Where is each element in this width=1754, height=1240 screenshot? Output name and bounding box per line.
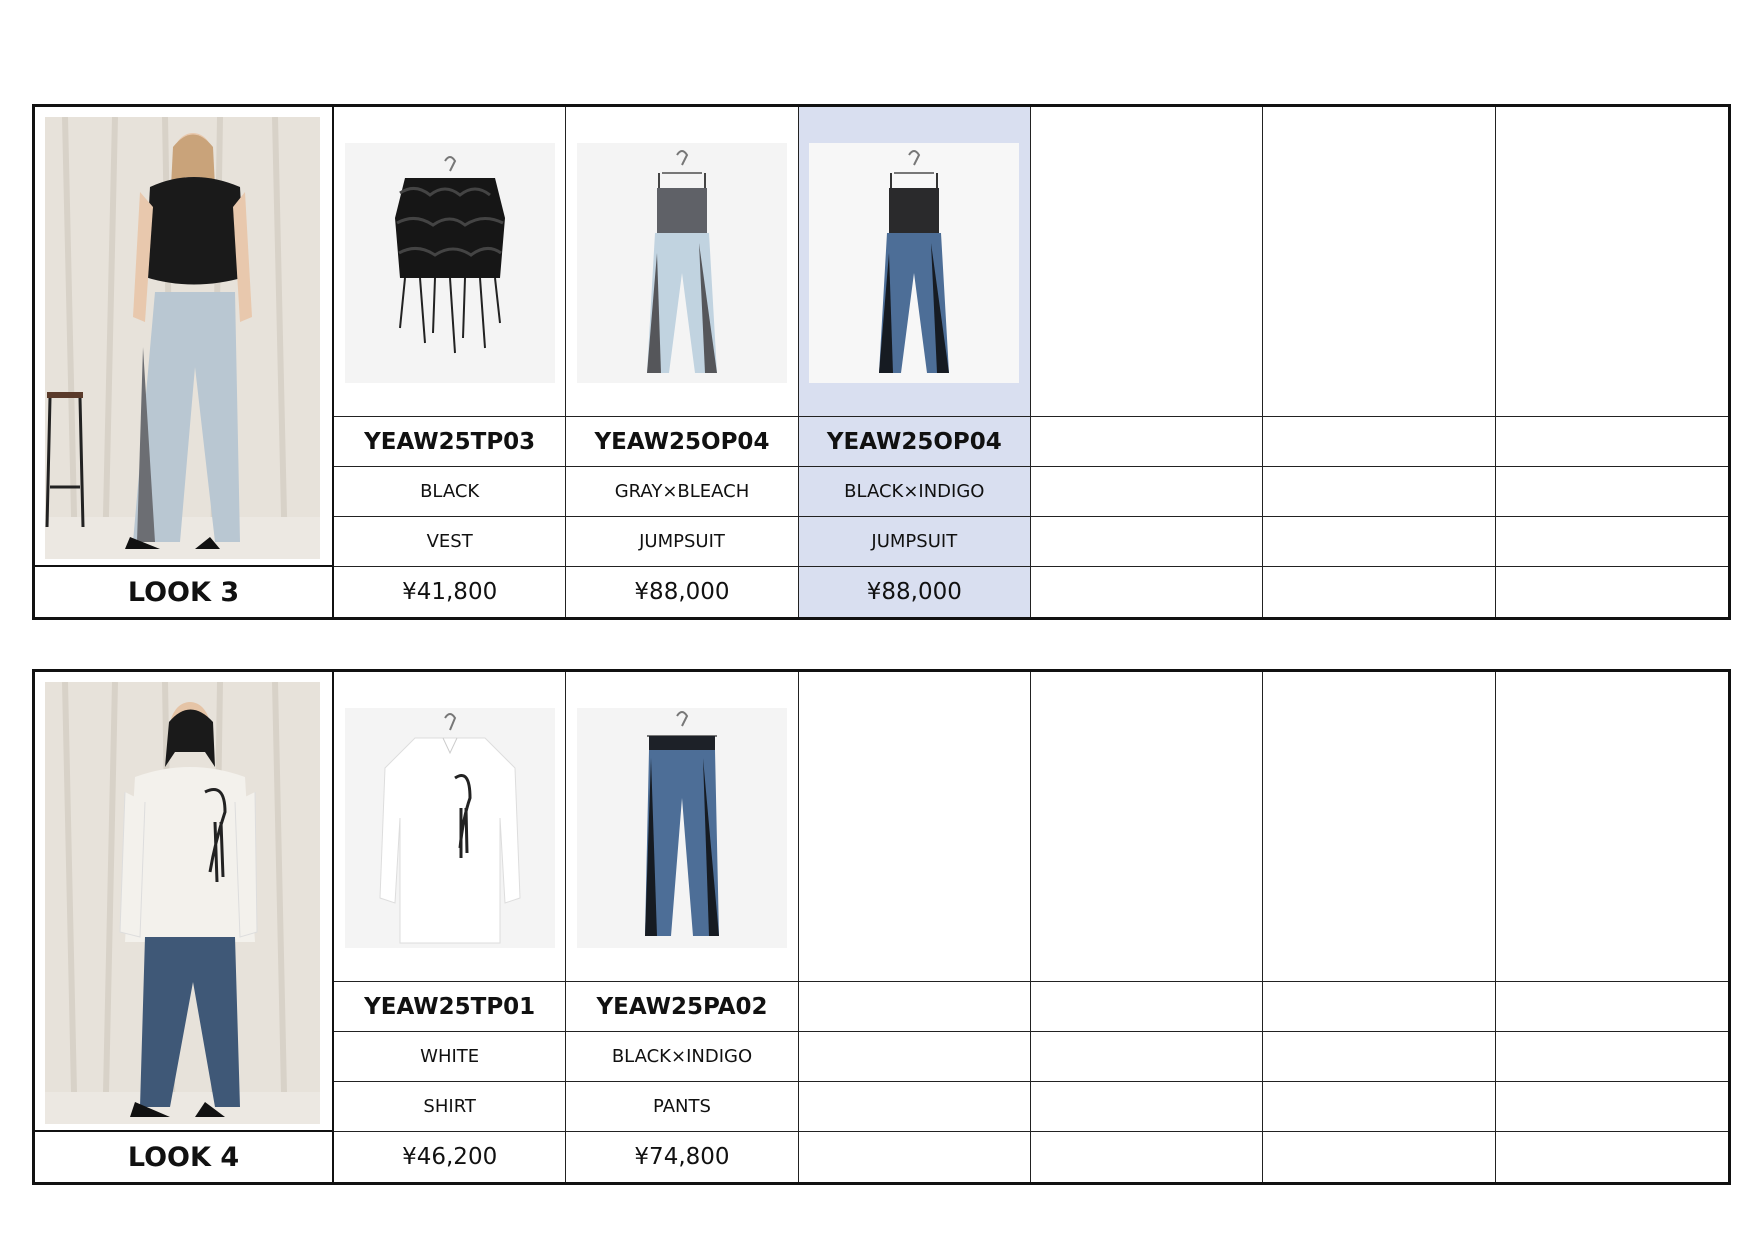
gray-bleach-jumpsuit-image <box>577 143 787 383</box>
empty-cell <box>1263 417 1495 467</box>
empty-cell <box>799 1082 1031 1132</box>
empty-cell <box>799 1032 1031 1082</box>
item-type: VEST <box>334 517 566 567</box>
empty-cell <box>1263 107 1495 417</box>
item-color: WHITE <box>334 1032 566 1082</box>
empty-cell <box>1496 517 1728 567</box>
item-price: ¥74,800 <box>566 1132 798 1182</box>
look-3-table <box>32 104 1731 620</box>
empty-cell <box>799 1132 1031 1182</box>
item-code: YEAW25PA02 <box>566 982 798 1032</box>
white-embroidered-shirt-image <box>345 708 555 948</box>
item-price: ¥46,200 <box>334 1132 566 1182</box>
product-image-cell <box>334 107 566 417</box>
empty-cell <box>1031 417 1263 467</box>
item-price: ¥41,800 <box>334 567 566 617</box>
black-indigo-pants-image <box>577 708 787 948</box>
model-look-4-image <box>45 682 322 1124</box>
empty-cell <box>1263 672 1495 982</box>
item-type: JUMPSUIT <box>799 517 1031 567</box>
item-color: BLACK×INDIGO <box>566 1032 798 1082</box>
item-color: BLACK×INDIGO <box>799 467 1031 517</box>
empty-cell <box>1263 1032 1495 1082</box>
empty-cell <box>1496 1032 1728 1082</box>
empty-cell <box>1496 107 1728 417</box>
empty-cell <box>799 982 1031 1032</box>
empty-cell <box>1031 982 1263 1032</box>
empty-cell <box>1031 672 1263 982</box>
empty-cell <box>1496 417 1728 467</box>
empty-cell <box>1031 1032 1263 1082</box>
empty-cell <box>1263 567 1495 617</box>
item-color: GRAY×BLEACH <box>566 467 798 517</box>
item-code: YEAW25TP03 <box>334 417 566 467</box>
item-price: ¥88,000 <box>799 567 1031 617</box>
item-price: ¥88,000 <box>566 567 798 617</box>
model-look-3-image <box>45 117 322 559</box>
model-photo <box>35 107 334 567</box>
model-photo <box>35 672 334 1132</box>
empty-cell <box>1263 982 1495 1032</box>
empty-cell <box>1496 672 1728 982</box>
product-image-cell <box>334 672 566 982</box>
item-type: PANTS <box>566 1082 798 1132</box>
empty-cell <box>1031 1082 1263 1132</box>
empty-cell <box>1031 567 1263 617</box>
look-4-table <box>32 669 1731 1185</box>
empty-cell <box>1496 1132 1728 1182</box>
item-type: JUMPSUIT <box>566 517 798 567</box>
empty-cell <box>1031 107 1263 417</box>
item-code: YEAW25OP04 <box>566 417 798 467</box>
product-image-cell <box>566 672 798 982</box>
empty-cell <box>1263 1132 1495 1182</box>
black-indigo-jumpsuit-image <box>809 143 1019 383</box>
empty-cell <box>1263 517 1495 567</box>
look-label: LOOK 3 <box>35 567 334 617</box>
item-type: SHIRT <box>334 1082 566 1132</box>
empty-cell <box>799 672 1031 982</box>
empty-cell <box>1263 1082 1495 1132</box>
look-label: LOOK 4 <box>35 1132 334 1182</box>
empty-cell <box>1263 467 1495 517</box>
empty-cell <box>1031 517 1263 567</box>
product-image-cell <box>566 107 798 417</box>
item-code: YEAW25TP01 <box>334 982 566 1032</box>
empty-cell <box>1496 1082 1728 1132</box>
item-color: BLACK <box>334 467 566 517</box>
empty-cell <box>1031 467 1263 517</box>
black-ruffle-vest-image <box>345 143 555 383</box>
item-code: YEAW25OP04 <box>799 417 1031 467</box>
empty-cell <box>1496 982 1728 1032</box>
product-image-cell-highlighted <box>799 107 1031 417</box>
empty-cell <box>1031 1132 1263 1182</box>
empty-cell <box>1496 467 1728 517</box>
empty-cell <box>1496 567 1728 617</box>
